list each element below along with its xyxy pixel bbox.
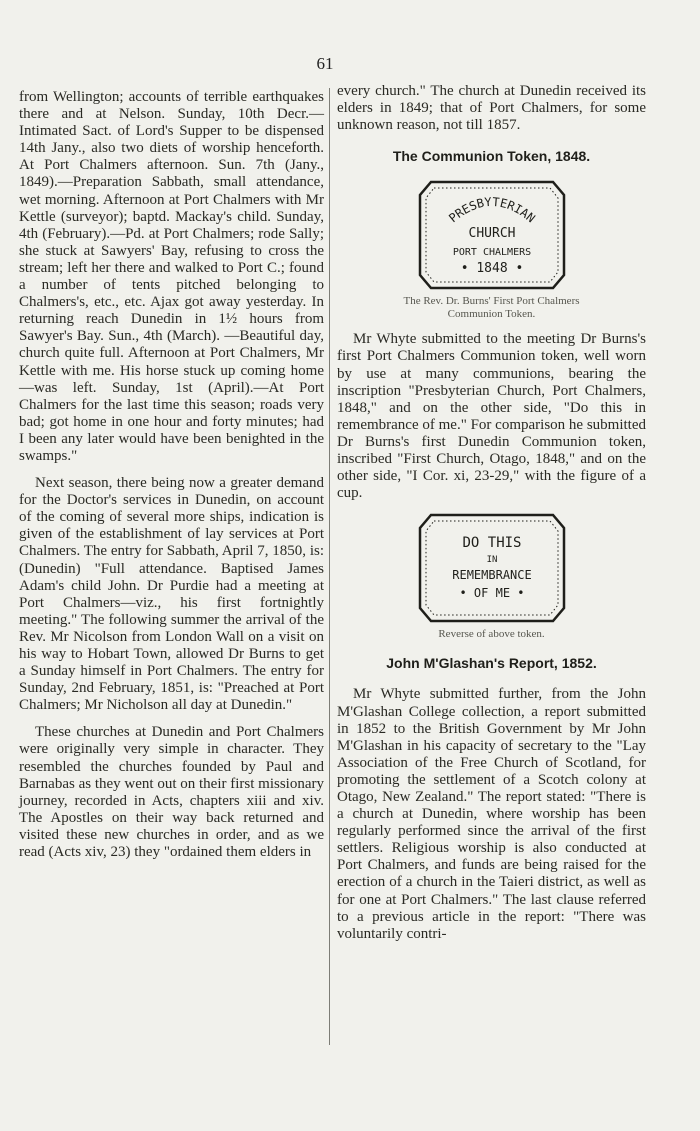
token-front-line-2: PORT CHALMERS	[452, 247, 531, 259]
token-reverse-line-2: IN	[486, 555, 497, 566]
right-column	[337, 83, 646, 953]
right-paragraph-1: every church." The church at Dunedin received its elders in 1849; that of Port Chalmers, for some unknown reason, not till 1857.	[337, 83, 646, 134]
left-paragraph-3: These churches at Dunedin and Port Chalmers were originally very simple in character. They resembled the churches founded by Paul and Barnabas as they went out on their first missionary journey, recorded in Acts, chapters xiii and xiv. The Apostles on their way back returned and visited these new churches in order, and as we read (Acts xiv, 23) they "ordained them elders in	[19, 724, 324, 861]
column-divider	[329, 88, 330, 1045]
token-front-caption-line-1: The Rev. Dr. Burns' First Port Chalmers	[403, 295, 580, 308]
section-heading-mglashan-report: John M'Glashan's Report, 1852.	[386, 655, 597, 672]
left-paragraph-2: Next season, there being now a greater demand for the Doctor's services in Dunedin, on account of the coming of several more ships, indication is given of the establishment of lay services at Port Chalmers. The entry for Sabbath, April 7, 1850, is: (Dunedin) "Full attendance. Baptised James Adam's child John. Dr Purdie had a meeting at Port Chalmers—viz., his first fortnightly meeting." The following summer the arrival of the Rev. Mr Nicolson from London Wall on a visit on his way to Hobart Town, allowed Dr Burns to get a Sunday himself in Port Chalmers. The entry for Sunday, 2nd February, 1851, is: "Preached at Port Chalmers; Mr Nicholson all day at Dunedin."	[19, 475, 324, 714]
communion-token-reverse-illustration	[417, 512, 567, 624]
token-arc-text: PRESBYTERIAN	[445, 195, 538, 226]
right-paragraph-2: Mr Whyte submitted to the meeting Dr Burns's first Port Chalmers Communion token, well worn by use at many communions, bearing the inscription "Presbyterian Church, Port Chalmers, 1848," and on the other side, "Do this in remembrance of me." For comparison he submitted Dr Burns's first Dunedin Communion token, inscribed "First Church, Otago, 1848," and on the other side, "I Cor. xi, 23-29," with the figure of a cup.	[337, 331, 646, 502]
token-front-caption	[337, 295, 646, 321]
section-heading-communion-token: The Communion Token, 1848.	[392, 148, 591, 165]
token-front-caption-line-2: Communion Token.	[447, 308, 536, 321]
left-column	[19, 89, 324, 871]
page-number: 61	[316, 54, 334, 73]
left-paragraph-1: from Wellington; accounts of terrible earthquakes there and at Nelson. Sunday, 10th Decr.—Intimated Sact. of Lord's Supper to be dispensed 14th Jany., also two diets of worship henceforth. At Port Chalmers afternoon. Sun. 7th (Jany., 1849).—Preparation Sabbath, small attendance, wet morning. Afternoon at Port Chalmers with Mr Kettle (surveyor); baptd. Mackay's child. Sunday, 4th (February).—Pd. at Port Chalmers; rode Sally; she stuck at Sawyers' Bay, refusing to cross the stream; left her there and walked to Port C.; found a number of tents pitched belonging to Chalmers's, etc., etc. Ajax got away yesterday. In returning reach Dunedin in 1½ hours from Sawyer's Bay. Sun., 4th (March). —Beautiful day, church quite full. Afternoon at Port Chalmers, Mr Kettle with me. His horse stuck up coming home—was left. Sunday, 1st (April).—At Port Chalmers for the last time this season; roads very bad; got home in one hour and forty minutes; had I been any later would have been benighted in the swamps."	[19, 89, 324, 464]
token-reverse-line-1: DO THIS	[461, 535, 522, 552]
right-paragraph-3: Mr Whyte submitted further, from the John M'Glashan College collection, a report submitted in 1852 to the British Government by Mr John M'Glashan in his capacity of secretary to the "Lay Association of the Free Church of Scotland, for promoting the settlement of a Scotch colony at Otago, New Zealand." The report stated: "There is a church at Dunedin, where worship has been regularly performed since the arrival of the first settlers. Religious worship is also conducted at Port Chalmers, and funds are being raised for the erection of a church in the Taieri district, as well as for one at Port Chalmers." The last clause referred to a previous article in the report: "There was voluntarily contri-	[337, 686, 646, 942]
token-reverse-line-3: REMEMBRANCE	[451, 568, 532, 583]
token-front-line-3: • 1848 •	[460, 261, 523, 277]
token-front-line-1: CHURCH	[468, 226, 515, 242]
token-reverse-line-4: • OF ME •	[458, 586, 525, 601]
token-reverse-caption: Reverse of above token.	[438, 628, 545, 641]
communion-token-front-illustration	[417, 179, 567, 291]
